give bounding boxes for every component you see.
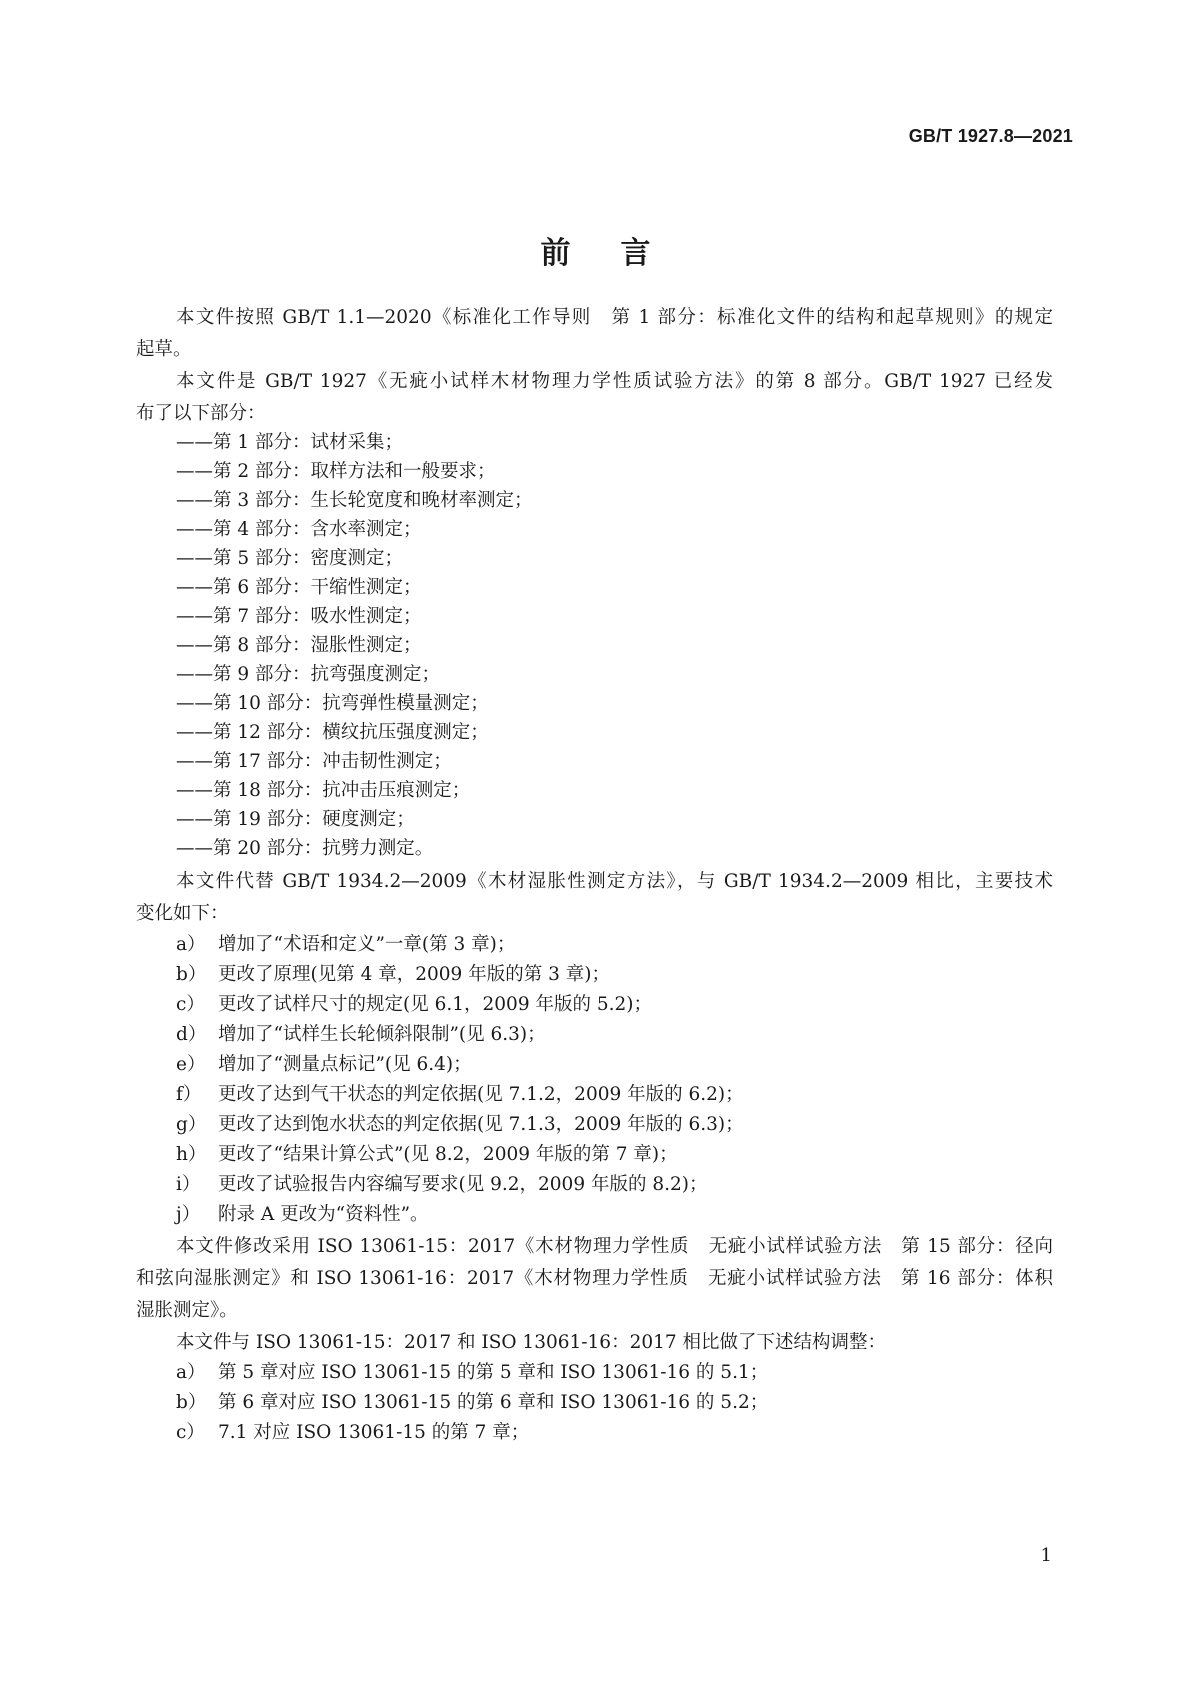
change-item: i） 更改了试验报告内容编写要求(见 9.2，2009 年版的 8.2)； xyxy=(176,1174,708,1195)
change-item: b） 更改了原理(见第 4 章，2009 年版的第 3 章)； xyxy=(176,964,610,985)
part-list-item: ——第 19 部分：硬度测定； xyxy=(176,809,415,830)
paragraph-1-line-2: 起草。 xyxy=(136,339,192,360)
part-list-item: ——第 12 部分：横纹抗压强度测定； xyxy=(176,722,489,743)
change-item: j） 附录 A 更改为“资料性”。 xyxy=(176,1204,429,1225)
paragraph-5-line-1: 本文件与 ISO 13061-15：2017 和 ISO 13061-16：2017 相比做了下述结构调整： xyxy=(176,1332,887,1353)
change-item: d） 增加了“试样生长轮倾斜限制”(见 6.3)； xyxy=(176,1024,546,1045)
change-item: g） 更改了达到饱水状态的判定依据(见 7.1.3，2009 年版的 6.3)； xyxy=(176,1114,744,1135)
part-list-item: ——第 7 部分：吸水性测定； xyxy=(176,606,422,627)
paragraph-3-line-1: 本文件代替 GB/T 1934.2—2009《木材湿胀性测定方法》，与 GB/T 1934.2—2009 相比，主要技术 xyxy=(176,871,1053,892)
change-item: f） 更改了达到气干状态的判定依据(见 7.1.2，2009 年版的 6.2)； xyxy=(176,1084,744,1105)
part-list-item: ——第 3 部分：生长轮宽度和晚材率测定； xyxy=(176,490,533,511)
change-item: c） 更改了试样尺寸的规定(见 6.1，2009 年版的 5.2)； xyxy=(176,994,653,1015)
change-item: h） 更改了“结果计算公式”(见 8.2，2009 年版的第 7 章)； xyxy=(176,1144,678,1165)
title-char-2: 言 xyxy=(620,236,651,271)
part-list-item: ——第 10 部分：抗弯弹性模量测定； xyxy=(176,693,489,714)
part-list-item: ——第 2 部分：取样方法和一般要求； xyxy=(176,461,496,482)
change-item: a） 增加了“术语和定义”一章(第 3 章)； xyxy=(176,934,516,955)
part-list-item: ——第 1 部分：试材采集； xyxy=(176,432,404,453)
paragraph-4-line-2: 和弦向湿胀测定》和 ISO 13061-16：2017《木材物理力学性质 无疵小试样试验方法 第 16 部分：体积 xyxy=(136,1268,1053,1289)
page-number: 1 xyxy=(1040,1545,1052,1566)
change-item: e） 增加了“测量点标记”(见 6.4)； xyxy=(176,1054,472,1075)
part-list-item: ——第 9 部分：抗弯强度测定； xyxy=(176,664,441,685)
part-list-item: ——第 4 部分：含水率测定； xyxy=(176,519,422,540)
adjustment-item: c） 7.1 对应 ISO 13061-15 的第 7 章； xyxy=(176,1422,530,1443)
title-char-1: 前 xyxy=(540,236,571,271)
standard-code: GB/T 1927.8—2021 xyxy=(908,126,1073,146)
part-list-item: ——第 20 部分：抗劈力测定。 xyxy=(176,838,434,859)
page-title xyxy=(0,228,1191,272)
paragraph-2-line-1: 本文件是 GB/T 1927《无疵小试样木材物理力学性质试验方法》的第 8 部分。GB/T 1927 已经发 xyxy=(176,371,1053,392)
paragraph-4-line-3: 湿胀测定》。 xyxy=(136,1300,238,1321)
part-list-item: ——第 6 部分：干缩性测定； xyxy=(176,577,422,598)
part-list-item: ——第 8 部分：湿胀性测定； xyxy=(176,635,422,656)
adjustment-item: a） 第 5 章对应 ISO 13061-15 的第 5 章和 ISO 13061-16 的 5.1； xyxy=(176,1362,769,1383)
adjustment-item: b） 第 6 章对应 ISO 13061-15 的第 6 章和 ISO 13061-16 的 5.2； xyxy=(176,1392,769,1413)
part-list-item: ——第 5 部分：密度测定； xyxy=(176,548,404,569)
paragraph-1-line-1: 本文件按照 GB/T 1.1—2020《标准化工作导则 第 1 部分：标准化文件的结构和起草规则》的规定 xyxy=(176,307,1053,328)
paragraph-2-line-2: 布了以下部分： xyxy=(136,403,266,424)
paragraph-4-line-1: 本文件修改采用 ISO 13061-15：2017《木材物理力学性质 无疵小试样试验方法 第 15 部分：径向 xyxy=(176,1236,1053,1257)
part-list-item: ——第 17 部分：冲击韧性测定； xyxy=(176,751,452,772)
paragraph-3-line-2: 变化如下： xyxy=(136,903,229,924)
part-list-item: ——第 18 部分：抗冲击压痕测定； xyxy=(176,780,471,801)
